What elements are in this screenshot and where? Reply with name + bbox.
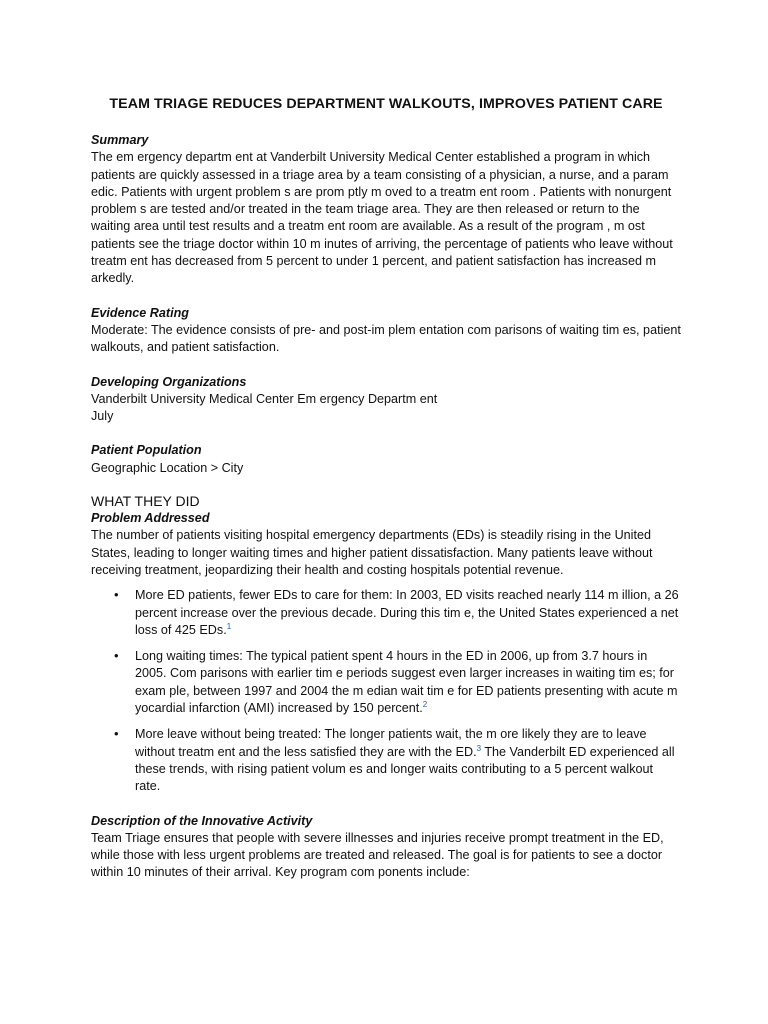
list-item (91, 648, 681, 717)
organizations-section (91, 374, 681, 426)
evidence-section (91, 305, 681, 357)
footnote-link[interactable]: 3 (476, 743, 482, 753)
evidence-rating: Moderate: (91, 322, 148, 337)
document-title: TEAM TRIAGE REDUCES DEPARTMENT WALKOUTS, IMPROVES PATIENT CARE (109, 96, 663, 112)
summary-section (91, 132, 681, 288)
population-value: Geographic Location > City (91, 460, 244, 475)
bullet-text: Long waiting times: The typical patient spent 4 hours in the ED in 2006, up from 3.7 hours in 2005. Com parisons with earlier tim e periods suggest even larger increases in waiting tim es; for exam ple, between 1997 and 2004 the m edian wait tim e for ED patients presenting with acute m yocardial infarction (AMI) increased by 150 percent. (135, 649, 678, 716)
organization-name: Vanderbilt University Medical Center Em ergency Departm ent (91, 391, 438, 406)
description-section (91, 813, 681, 882)
bullet-text: More ED patients, fewer EDs to care for them: In 2003, ED visits reached nearly 114 m illion, a 26 percent increase over the previous decade. During this tim e, the United States experienced a net loss of 425 EDs. (135, 588, 679, 637)
list-item (91, 587, 681, 639)
summary-text: The em ergency departm ent at Vanderbilt University Medical Center established a program in which patients are quickly assessed in a triage area by a team consisting of a physician, a nurse, and a param edic. Patients with urgent problem s are prom ptly m oved to a treatm ent room . Patients with nonurgent problem s are tested and/or treated in the team triage area. They are then released or return to the waiting area until test results and a treatm ent room are available. As a result of the program , m ost patients see the triage doctor within 10 m inutes of arriving, the percentage of patients who leave without treatm ent has decreased from 5 percent to under 1 percent, and patient satisfaction has increased m arkedly. (91, 150, 673, 286)
evidence-text: The evidence consists of pre- and post-im plem entation com parisons of waiting tim es, patient walkouts, and patient satisfaction. (91, 322, 681, 355)
evidence-label: Evidence Rating (91, 305, 189, 320)
evidence-paragraph (91, 322, 681, 357)
bullet-text-after: The Vanderbilt ED experienced all these trends, with rising patient volum es and longer waits contributing to a 5 percent walkout rate. (135, 744, 675, 794)
description-text: Team Triage ensures that people with severe illnesses and injuries receive prompt treatment in the ED, while those with less urgent problems are treated and released. The goal is for patients to see a doctor within 10 minutes of their arrival. Key program com ponents include: (91, 830, 664, 880)
population-section (91, 442, 681, 477)
problem-addressed-label: Problem Addressed (91, 511, 210, 526)
bullet-marker: • (114, 726, 119, 742)
list-item (91, 726, 681, 795)
problem-addressed-text: The number of patients visiting hospital emergency departments (EDs) is steadily rising in the United States, leading to longer waiting times and higher patient dissatisfaction. Many patients leave without receiving treatment, jeopardizing their health and costing hospitals potential revenue. (91, 528, 653, 577)
description-label: Description of the Innovative Activity (91, 813, 313, 828)
footnote-link[interactable]: 1 (226, 621, 232, 631)
problem-bullet-list (91, 587, 681, 795)
organizations-label: Developing Organizations (91, 374, 247, 389)
bullet-marker: • (114, 587, 119, 603)
summary-label: Summary (91, 133, 149, 147)
what-they-did-heading: WHAT THEY DID (91, 493, 200, 510)
document-content (91, 94, 681, 882)
population-label: Patient Population (91, 443, 202, 458)
organization-date: July (91, 409, 114, 424)
bullet-marker: • (114, 648, 119, 664)
footnote-link[interactable]: 2 (422, 699, 428, 709)
bullet-text: More leave without being treated: The longer patients wait, the m ore likely they are to leave without treatm ent and the less satisfied they are with the ED. (135, 727, 647, 759)
